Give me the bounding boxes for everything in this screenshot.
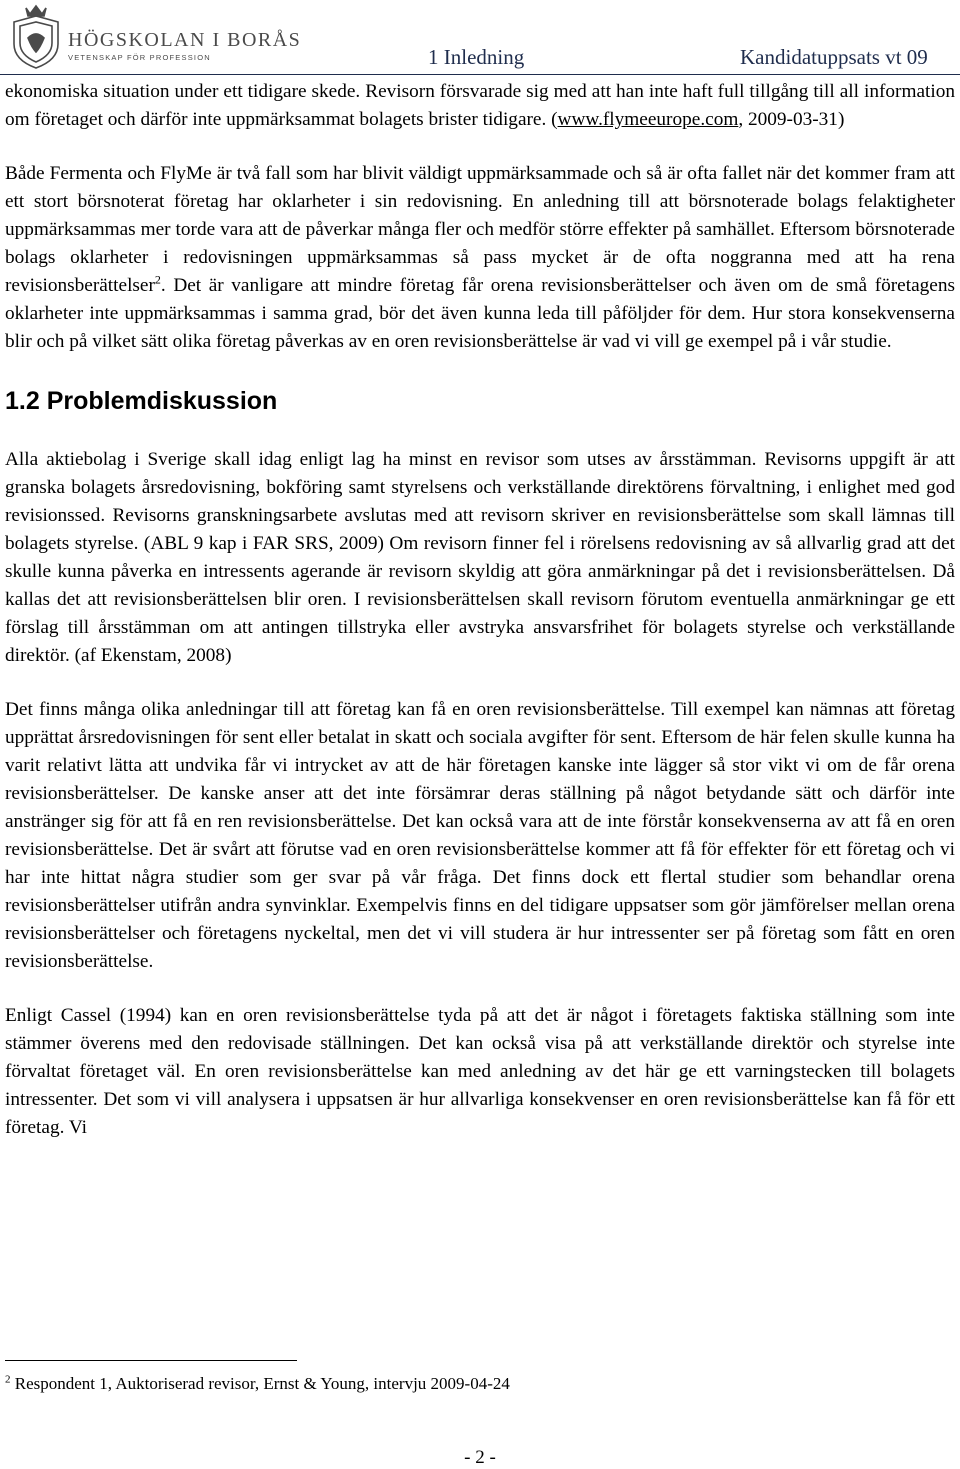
paragraph-4: Det finns många olika anledningar till att företag kan få en oren revisionsberättelse. Till exempel kan nämnas att företag upprättat årsredovisningen för sent eller betalat in skatt och sociala avgifter för sent. Eftersom de här felen skulle kunna ha varit relativt lätta att undvika får vi intrycket av att de här företagen kanske inte lägger så stor vikt vi om de får orena revisionsberättelser. De kanske anser att det inte försämrar deras ställning på något betydande sätt och därför inte anstränger sig för att få en ren revisionsberättelse. Det kan också vara att de inte förstår konsekvenserna av att få en oren revisionsberättelse. Det är svårt att förutse vad en oren revisionsberättelse kommer att få för effekter för ett företag och vi har inte hittat några studier som ger svar på vår fråga. Det finns dock ett flertal studier som behandlar orena revisionsberättelser utifrån andra synvinklar. Exempelvis finns en del tidigare uppsatser som gör jämförelser mellan orena revisionsberättelser och företagens nyckeltal, men det vi vill studera är hur intressenter ser på företag som fått en oren revisionsberättelse. xyxy=(5,699,955,972)
footnote xyxy=(5,1373,510,1395)
footnote-ref-2[interactable]: 2 xyxy=(154,272,161,287)
paragraph-1: ekonomiska situation under ett tidigare skede. Revisorn försvarade sig med att han inte haft full tillgång till all information om företaget och därför inte uppmärksammat bolagets brister tidigare. (www.flymeeurope.com, 2009-03-31) xyxy=(5,81,955,130)
page-number: - 2 - xyxy=(464,1447,496,1468)
footnote-mark: 2 xyxy=(5,1373,11,1386)
paragraph-3: Alla aktiebolag i Sverige skall idag enligt lag ha minst en revisor som utses av årsstämman. Revisorns uppgift är att granska bolagets årsredovisning, bokföring samt styrelsens och verkställande direktörens förvaltning, i enlighet med god revisionssed. Revisorns granskningsarbete avslutas med att revisorn skriver en revisionsberättelse som skall lämnas till bolagets styrelse. (ABL 9 kap i FAR SRS, 2009) Om revisorn finner fel i rörelsens redovisning av så allvarlig grad att det skulle kunna påverka en intressents agerande är revisorn skyldig att göra anmärkningar på det i revisionsberättelsen. Då kallas det att revisionsberättelsen blir oren. I revisionsberättelsen skall revisorn förutom eventuella anmärkningar ge ett förslag till årsstämman om att antingen tillstryka eller avstryka ansvarsfrihet för bolagets styrelse och verkställande direktör. (af Ekenstam, 2008) xyxy=(5,449,955,666)
logo-tagline: VETENSKAP FÖR PROFESSION xyxy=(68,53,211,62)
logo-wordmark: HÖGSKOLAN I BORÅS xyxy=(68,29,302,51)
footnote-rule xyxy=(5,1360,297,1361)
paragraph-2: Både Fermenta och FlyMe är två fall som har blivit väldigt uppmärksammade och så är ofta fallet när det kommer fram att ett stort börsnoterat företag har oklarheter i sin redovisning. En anledning till att börsnoterade bolags felaktigheter uppmärksammas mer torde vara att de påverkar många fler och medför större effekter på samhället. Eftersom börsnoterade bolags oklarheter i redovisningen uppmärksammas så pass mycket är de ofta noggranna med att ha rena revisionsberättelser$^2$. Det är vanligare att mindre företag får orena revisionsberättelser och även om de små företagens oklarheter inte uppmärksammas i samma grad, bör det även kunna leda till påföljder för dem. Hur stora konsekvenserna blir och på vilket sätt olika företag påverkas av en oren revisionsberättelse är vad vi vill ge exempel på i vår studie. xyxy=(5,163,955,352)
header-rule xyxy=(0,74,960,75)
running-header-chapter: 1 Inledning xyxy=(428,45,525,69)
flyme-link[interactable]: www.flymeeurope.com xyxy=(557,109,739,130)
body-text xyxy=(5,78,955,1142)
footnote-text: Respondent 1, Auktoriserad revisor, Ernst & Young, intervju 2009-04-24 xyxy=(10,1374,510,1393)
running-header xyxy=(0,45,960,73)
running-header-thesis: Kandidatuppsats vt 09 xyxy=(740,45,928,69)
section-heading: 1.2 Problemdiskussion xyxy=(5,387,278,415)
paragraph-5: Enligt Cassel (1994) kan en oren revisionsberättelse tyda på att det är något i företagets faktiska ställning som inte stämmer överens med den redovisade ställningen. Det kan också visa på att verkställande direktör och styrelse inte förvaltat företaget väl. En oren revisionsberättelse kan med anledning av det här ge ett varningstecken till bolagets intressenter. Det som vi vill analysera i uppsatsen är hur allvarliga konsekvenser en oren revisionsberättelse kan få för ett företag. Vi xyxy=(5,1005,955,1138)
